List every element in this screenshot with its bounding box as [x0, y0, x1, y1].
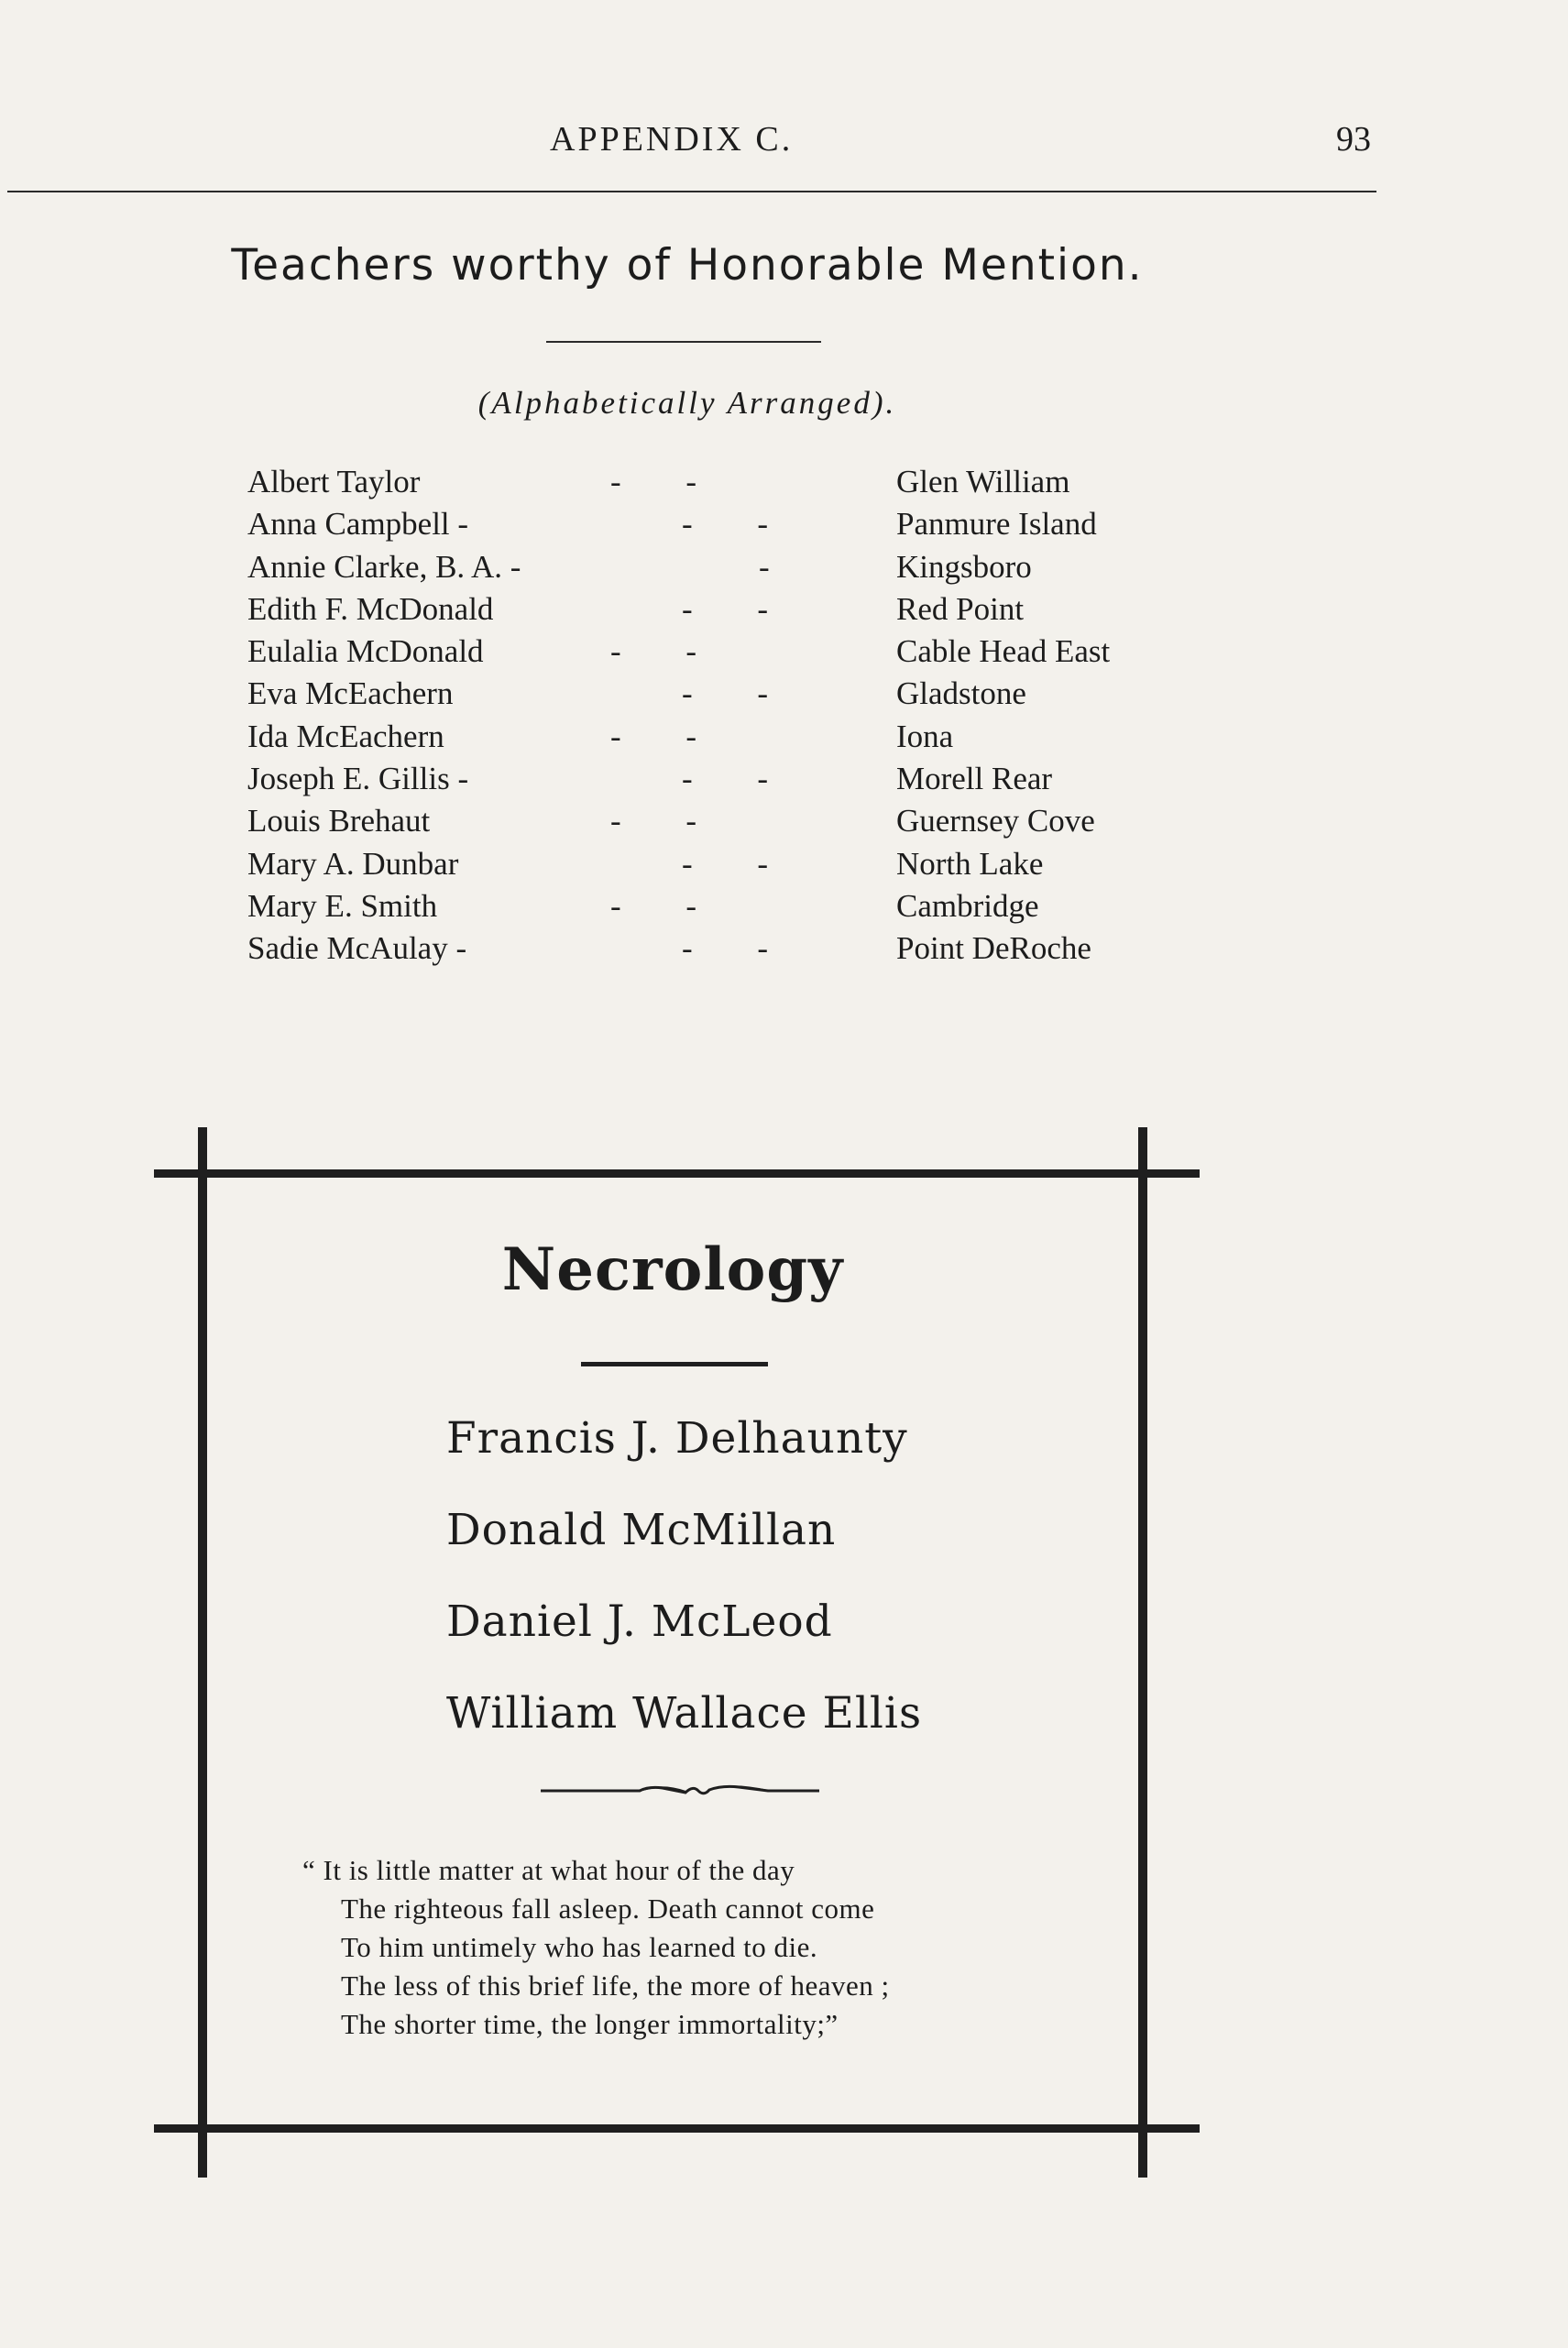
leader-dashes: - -	[682, 590, 769, 627]
running-head	[0, 119, 1568, 165]
teacher-school: North Lake	[896, 845, 1044, 882]
teacher-row	[247, 885, 1292, 927]
teacher-name: Ida McEachern	[247, 718, 444, 754]
leader-dashes: - -	[610, 887, 697, 924]
teacher-school: Panmure Island	[896, 506, 1097, 543]
teacher-name: Mary A. Dunbar	[247, 845, 459, 882]
leader-dashes: - -	[610, 803, 697, 839]
leader-dashes: - -	[682, 675, 769, 712]
deceased-list	[446, 1411, 1088, 1778]
deceased-name: Francis J. Delhaunty	[446, 1413, 908, 1464]
leader-dashes: - -	[682, 845, 769, 882]
leader-dashes: - -	[610, 633, 697, 670]
teacher-name: Joseph E. Gillis -	[247, 761, 469, 797]
teacher-row	[247, 843, 1292, 885]
section-title: Teachers worthy of Honorable Mention.	[231, 240, 1144, 291]
teacher-name: Annie Clarke, B. A. -	[247, 548, 521, 585]
teacher-school: Gladstone	[896, 675, 1026, 712]
page-number: 93	[1336, 120, 1371, 159]
poem-quote	[302, 1851, 1109, 2044]
teacher-row	[247, 927, 1292, 970]
frame-right-border	[1138, 1127, 1147, 2178]
teacher-school: Cable Head East	[896, 633, 1111, 670]
teacher-name: Sadie McAulay -	[247, 930, 467, 967]
title-rule	[546, 341, 821, 343]
teacher-row	[247, 716, 1292, 758]
frame-bottom-border	[154, 2124, 1200, 2133]
section-subtitle: (Alphabetically Arranged).	[477, 385, 897, 421]
teacher-school: Guernsey Cove	[896, 803, 1095, 839]
teacher-row	[247, 673, 1292, 715]
leader-dashes: -	[759, 548, 770, 585]
teacher-school: Cambridge	[896, 887, 1039, 924]
teacher-list	[247, 461, 1292, 971]
teacher-school: Iona	[896, 718, 954, 754]
teacher-name: Anna Campbell -	[247, 506, 469, 543]
ornament-divider-icon	[539, 1778, 823, 1802]
necrology-rule	[581, 1362, 768, 1366]
teacher-name: Albert Taylor	[247, 464, 421, 499]
leader-dashes: - -	[682, 506, 769, 543]
teacher-name: Louis Brehaut	[247, 803, 431, 839]
deceased-name: Daniel J. McLeod	[446, 1596, 833, 1647]
teacher-row	[247, 546, 1292, 588]
leader-dashes: - -	[682, 761, 769, 797]
deceased-name: William Wallace Ellis	[446, 1688, 923, 1739]
poem-line: The righteous fall asleep. Death cannot come	[341, 1893, 875, 1925]
teacher-school: Red Point	[896, 590, 1025, 627]
teacher-row	[247, 461, 1292, 503]
teacher-name: Mary E. Smith	[247, 887, 438, 924]
deceased-name: Donald McMillan	[446, 1505, 837, 1555]
poem-line: “ It is little matter at what hour of the day	[302, 1854, 795, 1886]
teacher-row	[247, 503, 1292, 545]
header-rule	[7, 191, 1376, 192]
frame-left-border	[198, 1127, 207, 2178]
running-title: APPENDIX C.	[550, 120, 794, 159]
teacher-school: Morell Rear	[896, 761, 1053, 797]
leader-dashes: - -	[682, 930, 769, 967]
necrology-title: Necrology	[501, 1235, 844, 1304]
teacher-name: Edith F. McDonald	[247, 590, 494, 627]
teacher-row	[247, 758, 1292, 800]
teacher-name: Eva McEachern	[247, 675, 454, 712]
teacher-row	[247, 800, 1292, 842]
teacher-school: Glen William	[896, 464, 1070, 499]
leader-dashes: - -	[610, 718, 697, 754]
leader-dashes: - -	[610, 464, 697, 499]
poem-line: The less of this brief life, the more of heaven ;	[341, 1969, 890, 2002]
teacher-school: Point DeRoche	[896, 930, 1091, 967]
poem-line: To him untimely who has learned to die.	[341, 1931, 818, 1963]
teacher-name: Eulalia McDonald	[247, 633, 484, 670]
teacher-row	[247, 631, 1292, 673]
poem-line: The shorter time, the longer immortality;”	[341, 2008, 839, 2040]
frame-top-border	[154, 1169, 1200, 1178]
teacher-row	[247, 588, 1292, 631]
teacher-school: Kingsboro	[896, 548, 1032, 585]
